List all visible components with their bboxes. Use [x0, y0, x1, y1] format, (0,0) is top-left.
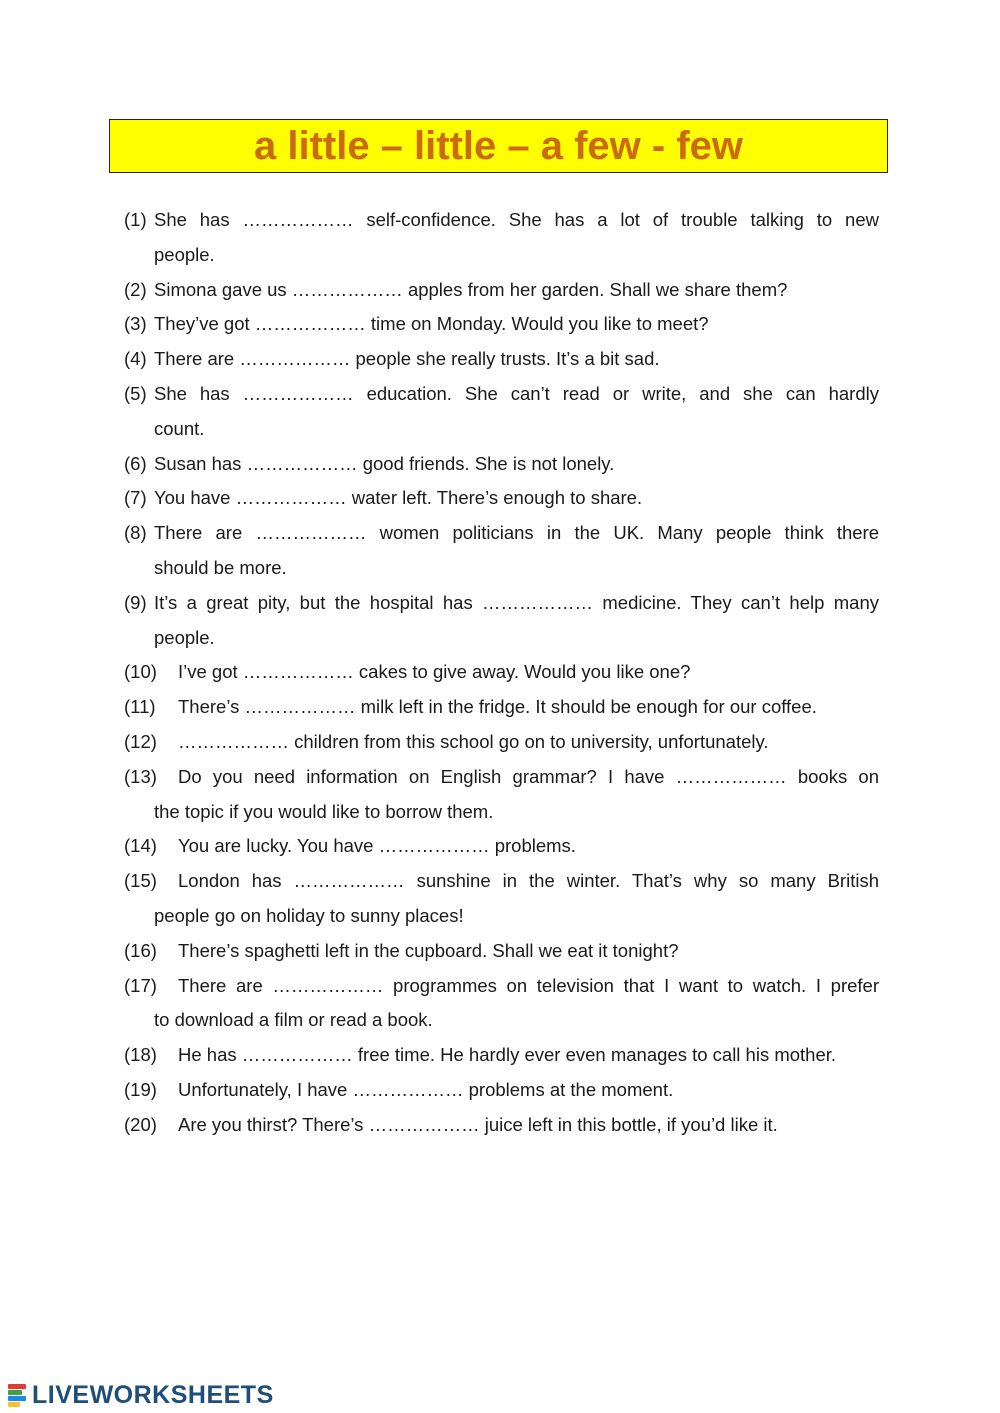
exercise-item [124, 586, 879, 656]
exercise-item [124, 377, 879, 447]
item-line-1: There are ……………… women politicians in the UK. Many people think there [154, 522, 879, 544]
item-text [154, 307, 879, 342]
item-line-1: ……………… children from this school go on to university, unfortunately. [178, 730, 769, 752]
item-number: (6) [124, 452, 147, 474]
item-line-1: She has ……………… self-confidence. She has a lot of trouble talking to new [154, 209, 879, 230]
logo-text: LIVEWORKSHEETS [32, 1380, 274, 1409]
exercise-item [124, 969, 879, 1039]
exercise-item [124, 273, 879, 308]
item-number: (7) [124, 487, 147, 509]
exercise-item [124, 516, 879, 586]
item-line-2: people. [154, 243, 215, 265]
item-number: (10) [124, 661, 157, 683]
item-number: (14) [124, 835, 157, 857]
item-line-2: people. [154, 626, 215, 648]
item-line-2: the topic if you would like to borrow them. [154, 800, 494, 822]
item-text [178, 934, 879, 969]
item-line-1: Do you need information on English grammar? I have ……………… books on [178, 765, 879, 787]
item-number: (15) [124, 870, 157, 892]
exercise-item [124, 725, 879, 760]
item-line-2: count. [154, 417, 205, 439]
item-number: (1) [124, 209, 147, 230]
item-line-2: should be more. [154, 556, 287, 578]
liveworksheets-logo [8, 1380, 274, 1410]
item-number: (12) [124, 730, 157, 752]
item-text [178, 1038, 879, 1073]
item-number: (2) [124, 278, 147, 300]
item-text [154, 342, 879, 377]
exercise-item [124, 934, 879, 969]
exercise-item [124, 307, 879, 342]
item-number: (9) [124, 591, 147, 613]
item-number: (13) [124, 765, 157, 787]
item-text [154, 447, 879, 482]
exercise-item [124, 1038, 879, 1073]
item-text [178, 725, 879, 760]
item-line-1: I’ve got ……………… cakes to give away. Would you like one? [178, 661, 691, 683]
item-line-1: Simona gave us ……………… apples from her garden. Shall we share them? [154, 278, 788, 300]
item-number: (16) [124, 939, 157, 961]
item-line-2: people go on holiday to sunny places! [154, 904, 464, 926]
item-text [154, 864, 879, 934]
item-line-1: You have ……………… water left. There’s enough to share. [154, 487, 643, 509]
item-text [154, 273, 879, 308]
exercise-item [124, 1073, 879, 1108]
item-line-1: Are you thirst? There’s ……………… juice left in this bottle, if you’d like it. [178, 1113, 778, 1135]
item-line-1: Susan has ……………… good friends. She is not lonely. [154, 452, 615, 474]
item-line-2: to download a film or read a book. [154, 1009, 433, 1031]
title-banner [109, 119, 888, 173]
item-text [178, 690, 879, 725]
item-line-1: There are ……………… people she really trusts. It’s a bit sad. [154, 348, 660, 370]
item-line-1: She has ……………… education. She can’t read or write, and she can hardly [154, 382, 879, 404]
item-line-1: London has ……………… sunshine in the winter. That’s why so many British [178, 870, 879, 892]
item-text [154, 481, 879, 516]
exercise-list [124, 203, 879, 1143]
exercise-item [124, 690, 879, 725]
item-text [154, 377, 879, 447]
item-number: (3) [124, 313, 147, 335]
item-number: (4) [124, 348, 147, 370]
item-line-1: There’s ……………… milk left in the fridge. It should be enough for our coffee. [178, 696, 817, 718]
item-text [178, 1073, 879, 1108]
item-line-1: Unfortunately, I have ……………… problems at the moment. [178, 1078, 674, 1100]
exercise-item [124, 760, 879, 830]
item-number: (8) [124, 522, 147, 544]
item-text [178, 1108, 879, 1143]
exercise-item [124, 1108, 879, 1143]
item-number: (18) [124, 1044, 157, 1066]
exercise-item [124, 655, 879, 690]
exercise-item [124, 829, 879, 864]
exercise-item [124, 203, 879, 273]
item-line-1: There’s spaghetti left in the cupboard. Shall we eat it tonight? [178, 939, 679, 961]
exercise-item [124, 481, 879, 516]
item-text [178, 655, 879, 690]
item-text [154, 760, 879, 830]
item-number: (17) [124, 974, 157, 996]
item-line-1: There are ……………… programmes on television that I want to watch. I prefer [178, 974, 879, 996]
item-number: (19) [124, 1078, 157, 1100]
item-text [154, 969, 879, 1039]
item-line-1: You are lucky. You have ……………… problems. [178, 835, 576, 857]
item-text [154, 516, 879, 586]
item-line-1: It’s a great pity, but the hospital has ……………… medicine. They can’t help many [154, 591, 879, 613]
item-number: (5) [124, 382, 147, 404]
exercise-item [124, 864, 879, 934]
page-title: a little – little – a few - few [253, 124, 744, 168]
item-text [154, 203, 879, 273]
item-line-1: He has ……………… free time. He hardly ever even manages to call his mother. [178, 1044, 837, 1066]
item-text [178, 829, 879, 864]
item-number: (20) [124, 1113, 157, 1135]
item-line-1: They’ve got ……………… time on Monday. Would you like to meet? [154, 313, 709, 335]
exercise-item [124, 447, 879, 482]
item-number: (11) [124, 696, 156, 718]
item-text [154, 586, 879, 656]
liveworksheets-logo-icon [8, 1382, 30, 1408]
exercise-item [124, 342, 879, 377]
